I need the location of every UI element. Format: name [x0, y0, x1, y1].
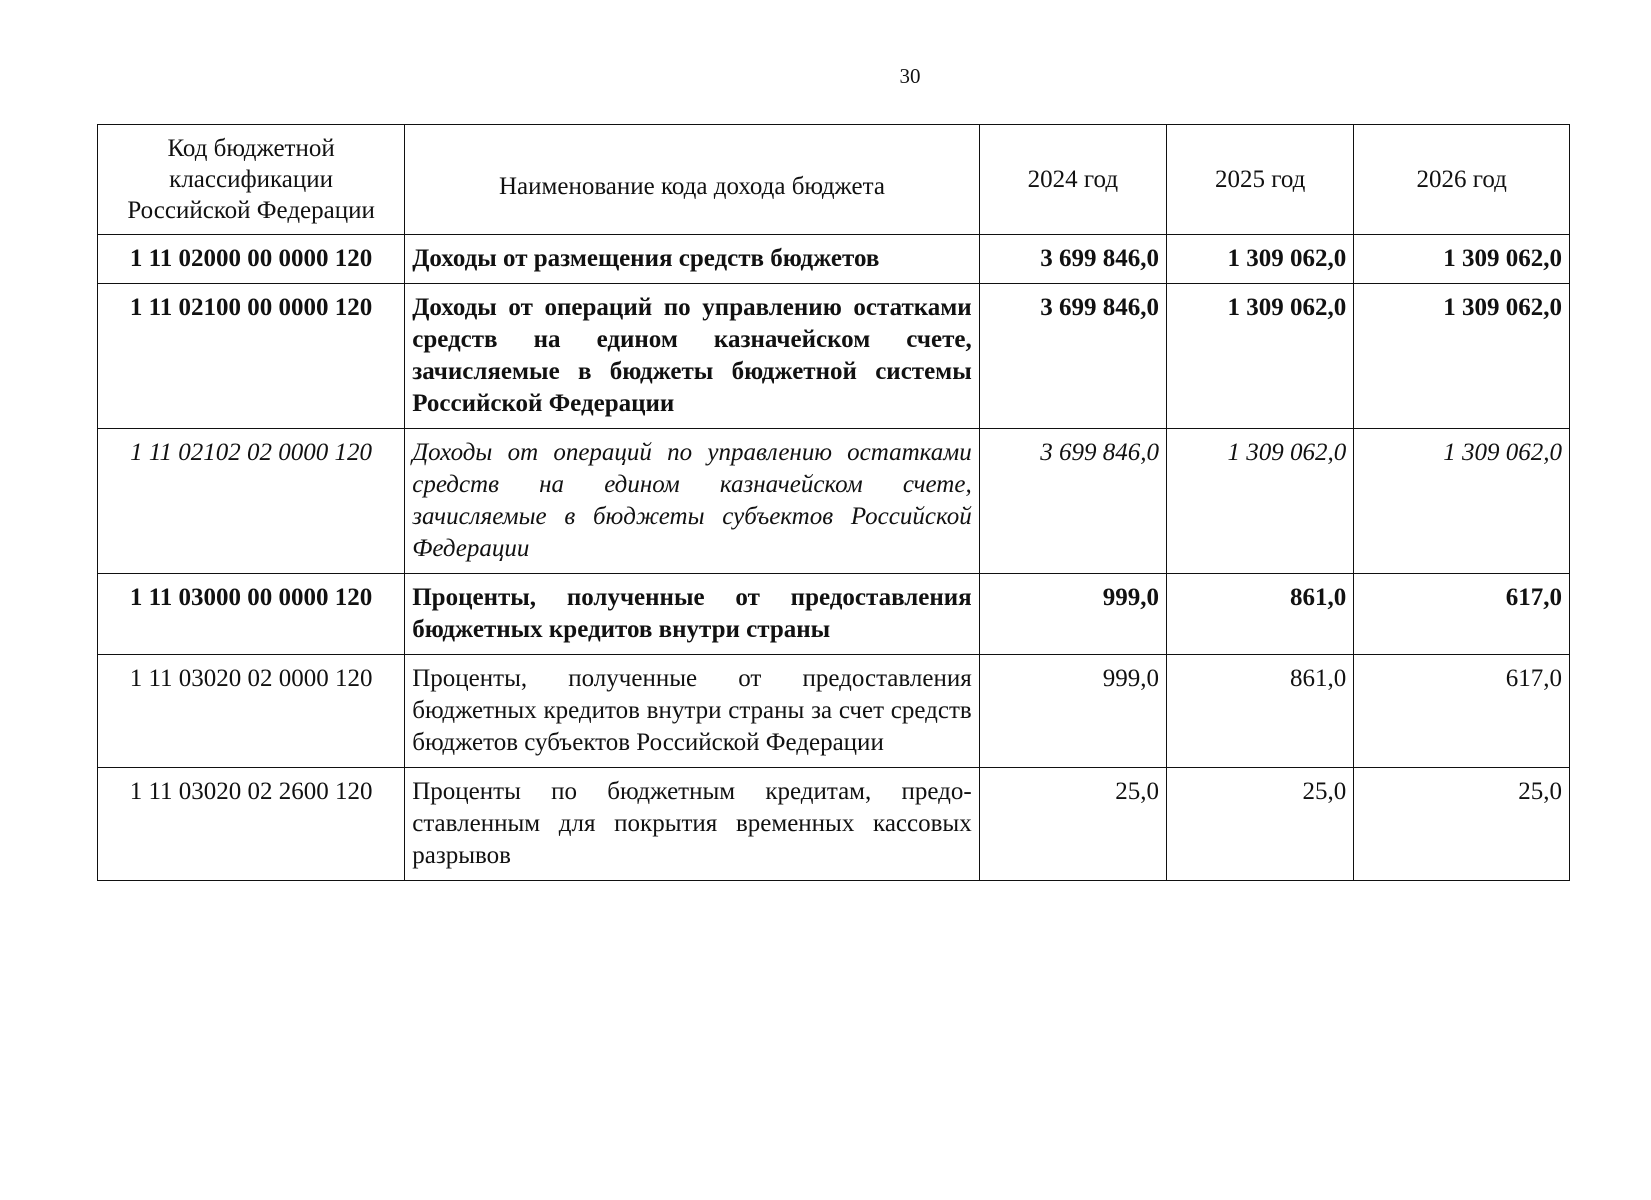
row-code: 1 11 03020 02 0000 120: [98, 655, 405, 768]
row-name: Проценты, полученные от предоставления бюджетных кредитов внутри страны: [405, 574, 979, 655]
row-name: Проценты, полученные от предоставления бюджетных кредитов внутри страны за счет средств бюджетов субъектов Российской Федерации: [405, 655, 979, 768]
row-value-2025: 861,0: [1167, 574, 1354, 655]
row-value-2026: 1 309 062,0: [1354, 429, 1570, 574]
row-value-2024: 3 699 846,0: [979, 235, 1166, 284]
row-code: 1 11 03020 02 2600 120: [98, 768, 405, 881]
header-code: Код бюджетной классификации Российской Федерации: [98, 125, 405, 235]
row-value-2026: 617,0: [1354, 655, 1570, 768]
table-row: [98, 429, 1570, 574]
row-value-2024: 999,0: [979, 574, 1166, 655]
header-2026: 2026 год: [1354, 125, 1570, 235]
row-value-2025: 861,0: [1167, 655, 1354, 768]
header-2025: 2025 год: [1167, 125, 1354, 235]
row-name: Доходы от размещения средств бюджетов: [405, 235, 979, 284]
page-number: 30: [899, 64, 921, 88]
row-value-2025: 1 309 062,0: [1167, 429, 1354, 574]
table-row: [98, 768, 1570, 881]
row-value-2026: 1 309 062,0: [1354, 284, 1570, 429]
row-value-2024: 3 699 846,0: [979, 429, 1166, 574]
row-code: 1 11 02000 00 0000 120: [98, 235, 405, 284]
table-row: [98, 284, 1570, 429]
row-value-2025: 25,0: [1167, 768, 1354, 881]
budget-revenue-table: [97, 124, 1570, 881]
row-code: 1 11 02102 02 0000 120: [98, 429, 405, 574]
row-value-2025: 1 309 062,0: [1167, 235, 1354, 284]
row-value-2026: 25,0: [1354, 768, 1570, 881]
header-name: Наименование кода дохода бюджета: [405, 125, 979, 235]
row-name: Доходы от операций по управлению остатками средств на едином казначейском счете, зачисляемые в бюджеты субъектов Российской Федерации: [405, 429, 979, 574]
row-name: Доходы от операций по управлению остатками средств на едином казначейском счете, зачисляемые в бюджеты бюджетной системы Российской Федерации: [405, 284, 979, 429]
row-value-2026: 617,0: [1354, 574, 1570, 655]
row-value-2025: 1 309 062,0: [1167, 284, 1354, 429]
row-value-2024: 25,0: [979, 768, 1166, 881]
row-code: 1 11 02100 00 0000 120: [98, 284, 405, 429]
row-code: 1 11 03000 00 0000 120: [98, 574, 405, 655]
table-row: [98, 655, 1570, 768]
table-row: [98, 235, 1570, 284]
table-header-row: [98, 125, 1570, 235]
table-row: [98, 574, 1570, 655]
row-value-2024: 3 699 846,0: [979, 284, 1166, 429]
row-value-2024: 999,0: [979, 655, 1166, 768]
row-name: Проценты по бюджетным кредитам, предоставленным для покрытия временных кассовых разрывов: [405, 768, 979, 881]
header-2024: 2024 год: [979, 125, 1166, 235]
row-value-2026: 1 309 062,0: [1354, 235, 1570, 284]
